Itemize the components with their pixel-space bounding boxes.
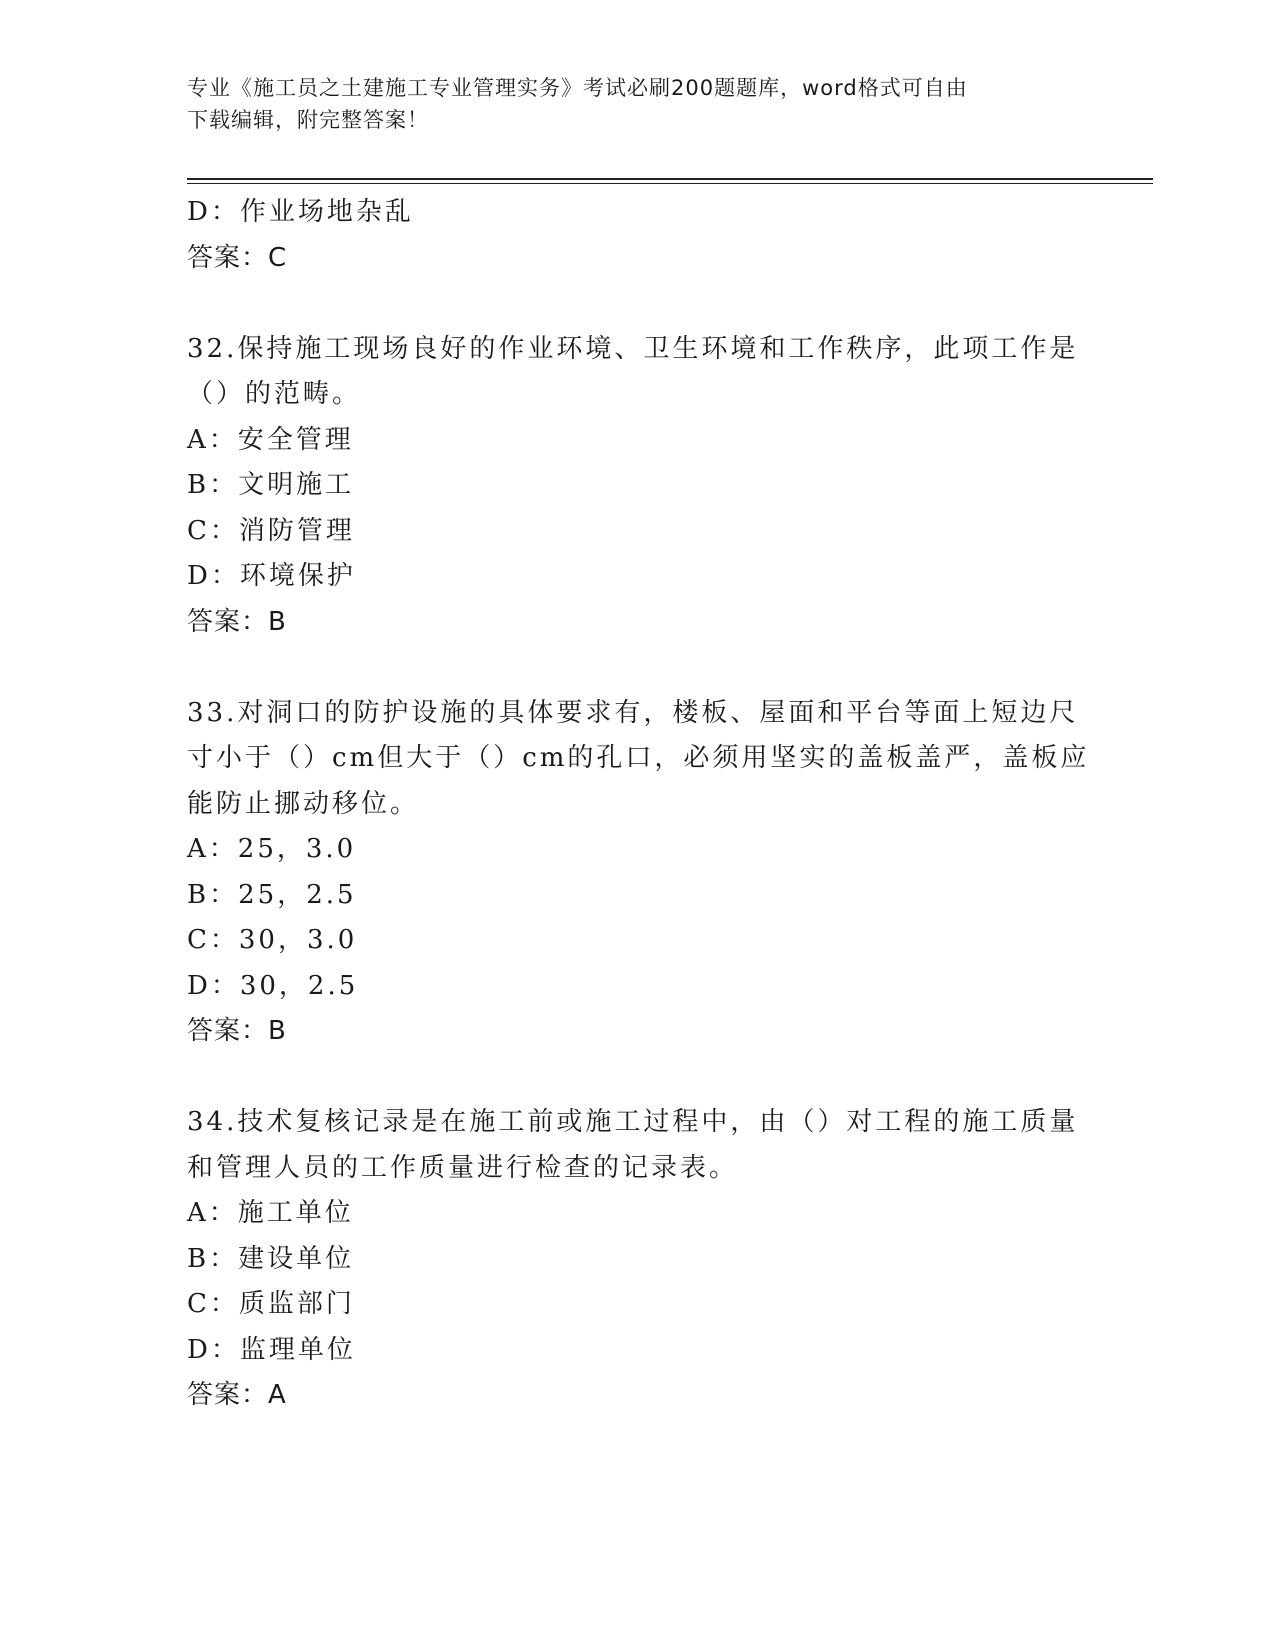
question-32-answer: 答案：B: [187, 606, 287, 637]
question-31-answer: 答案：C: [187, 242, 288, 273]
spacer: [187, 281, 1077, 327]
question-34-answer: 答案：A: [187, 1380, 287, 1410]
question-stem-line: 能防止挪动移位。: [187, 788, 420, 819]
question-33-answer: 答案：B: [187, 1016, 287, 1046]
question-34-stem: [187, 1100, 1077, 1191]
question-34-option-a: A：施工单位: [187, 1198, 354, 1228]
question-34-option-b: B：建设单位: [187, 1243, 355, 1274]
spacer: [187, 645, 1077, 691]
question-stem-line: 和管理人员的工作质量进行检查的记录表。: [187, 1152, 739, 1183]
question-stem-line: 34.技术复核记录是在施工前或施工过程中，由（）对工程的施工质量: [187, 1107, 1079, 1137]
question-32-option-d: D：环境保护: [187, 561, 356, 591]
question-33-option-a: A：25，3.0: [187, 834, 357, 864]
question-stem-line: （）的范畴。: [187, 379, 362, 409]
spacer: [187, 1055, 1077, 1101]
question-32-option-a: A：安全管理: [187, 424, 354, 455]
question-33-option-c: C：30，3.0: [187, 925, 358, 955]
header-divider-thick: [187, 178, 1153, 180]
header-title-line-1: 专业《施工员之土建施工专业管理实务》考试必刷200题题库，word格式可自由: [187, 76, 968, 100]
header-title-line-2: 下载编辑，附完整答案！: [187, 108, 429, 132]
question-33-option-d: D：30，2.5: [187, 970, 359, 1001]
question-34-option-d: D：监理单位: [187, 1334, 356, 1365]
question-32-option-b: B：文明施工: [187, 470, 355, 500]
question-34-option-c: C：质监部门: [187, 1289, 355, 1319]
question-31-option-d: D：作业场地杂乱: [187, 197, 414, 227]
question-32-stem: [187, 327, 1077, 418]
document-header: [187, 72, 1067, 136]
question-32-option-c: C：消防管理: [187, 515, 355, 546]
question-33-option-b: B：25，2.5: [187, 879, 357, 910]
header-divider-thin: [187, 183, 1153, 184]
question-33-stem: [187, 691, 1090, 828]
question-stem-line: 33.对洞口的防护设施的具体要求有，楼板、屋面和平台等面上短边尺: [187, 697, 1079, 728]
question-stem-line: 32.保持施工现场良好的作业环境、卫生环境和工作秩序，此项工作是: [187, 333, 1079, 364]
question-stem-line: 寸小于（）cm但大于（）cm的孔口，必须用坚实的盖板盖严，盖板应: [187, 743, 1090, 773]
document-body: [187, 190, 1090, 1419]
